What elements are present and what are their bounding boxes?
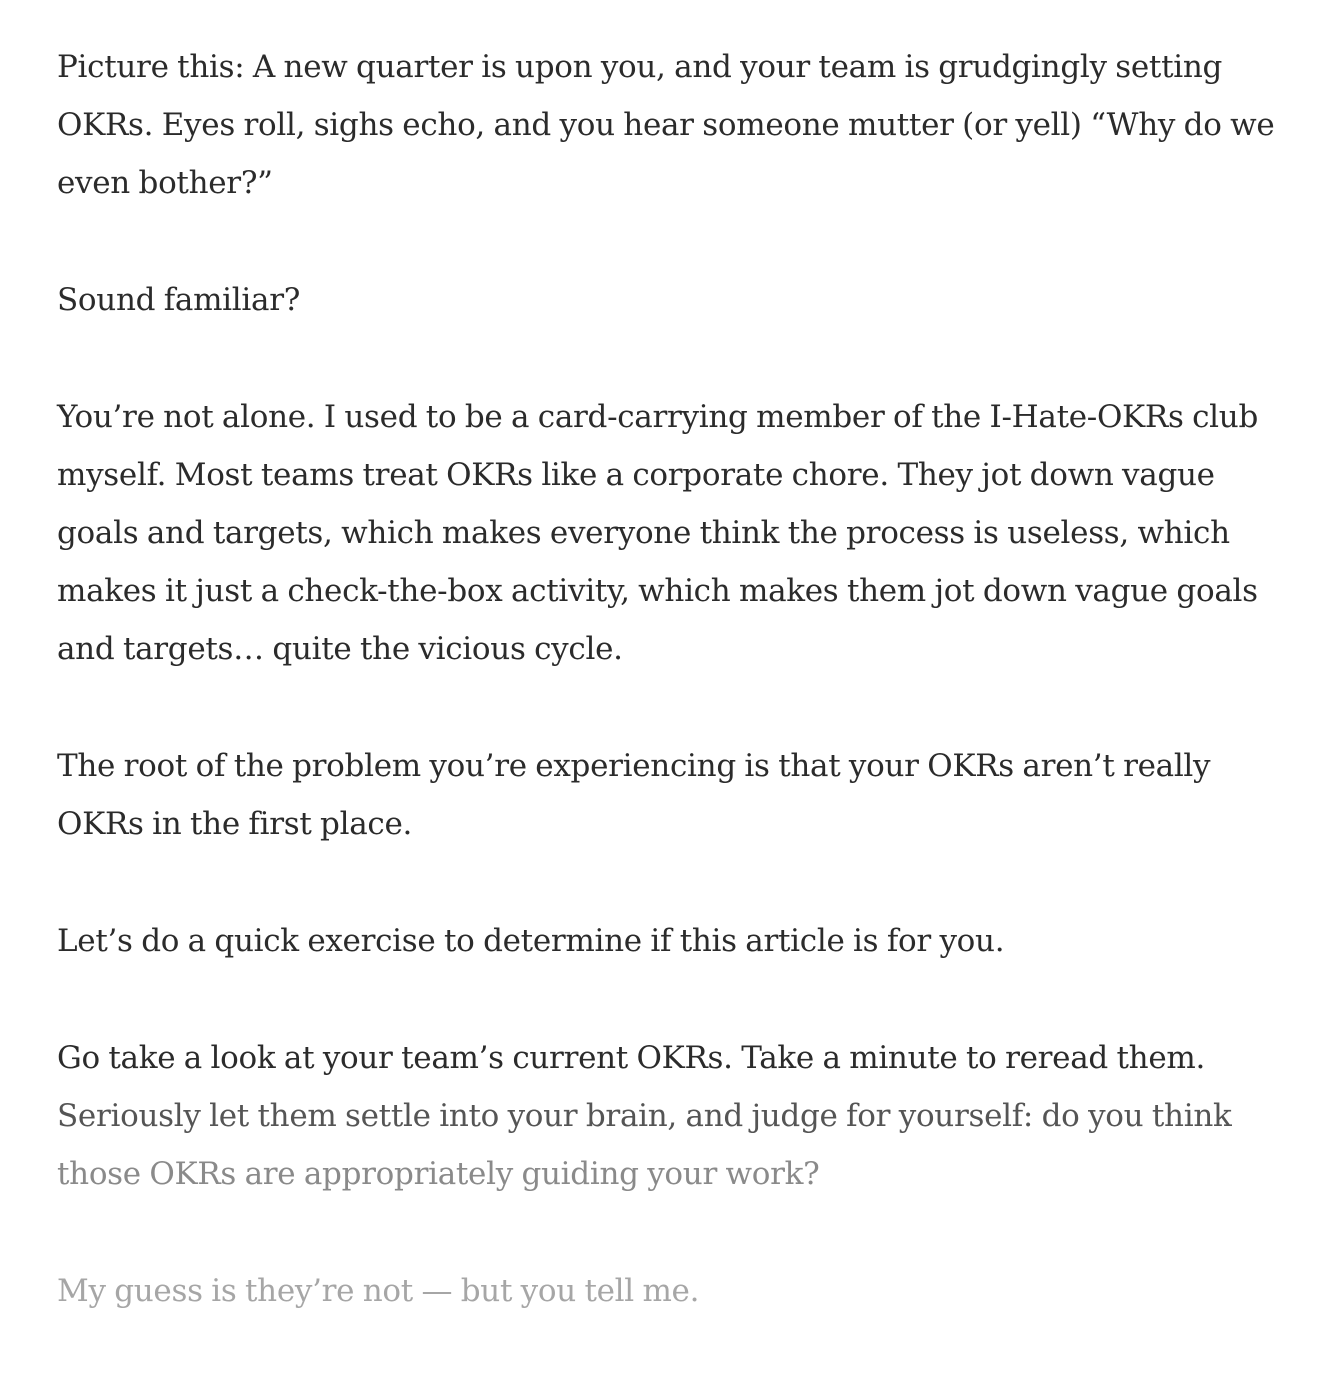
- paragraph-sound-familiar: Sound familiar?: [57, 282, 301, 318]
- article-body: [57, 38, 1297, 1379]
- reread-line-2: Seriously let them settle into your brain, and judge for yourself: do you think: [57, 1098, 1232, 1134]
- paragraph-exercise: Let’s do a quick exercise to determine if this article is for you.: [57, 923, 1005, 959]
- paragraph-not-alone: You’re not alone. I used to be a card-carrying member of the I-Hate-OKRs club myself. Most teams treat OKRs like a corporate chore. They jot down vague goals and targets, which makes everyone think the process is useless, which makes it just a check-the-box activity, which makes them jot down vague goals and targets… quite the vicious cycle.: [57, 399, 1259, 667]
- reread-line-1: Go take a look at your team’s current OKRs. Take a minute to reread them.: [57, 1040, 1206, 1076]
- paragraph-intro: Picture this: A new quarter is upon you, and your team is grudgingly setting OKRs. Eyes roll, sighs echo, and you hear someone mutter (or yell) “Why do we even bother?”: [57, 49, 1275, 201]
- paragraph-guess: My guess is they’re not — but you tell me.: [57, 1273, 700, 1309]
- paragraph-reread: [57, 1029, 1297, 1203]
- reread-line-3: those OKRs are appropriately guiding your work?: [57, 1156, 820, 1192]
- paragraph-root-problem: The root of the problem you’re experiencing is that your OKRs aren’t really OKRs in the first place.: [57, 748, 1211, 842]
